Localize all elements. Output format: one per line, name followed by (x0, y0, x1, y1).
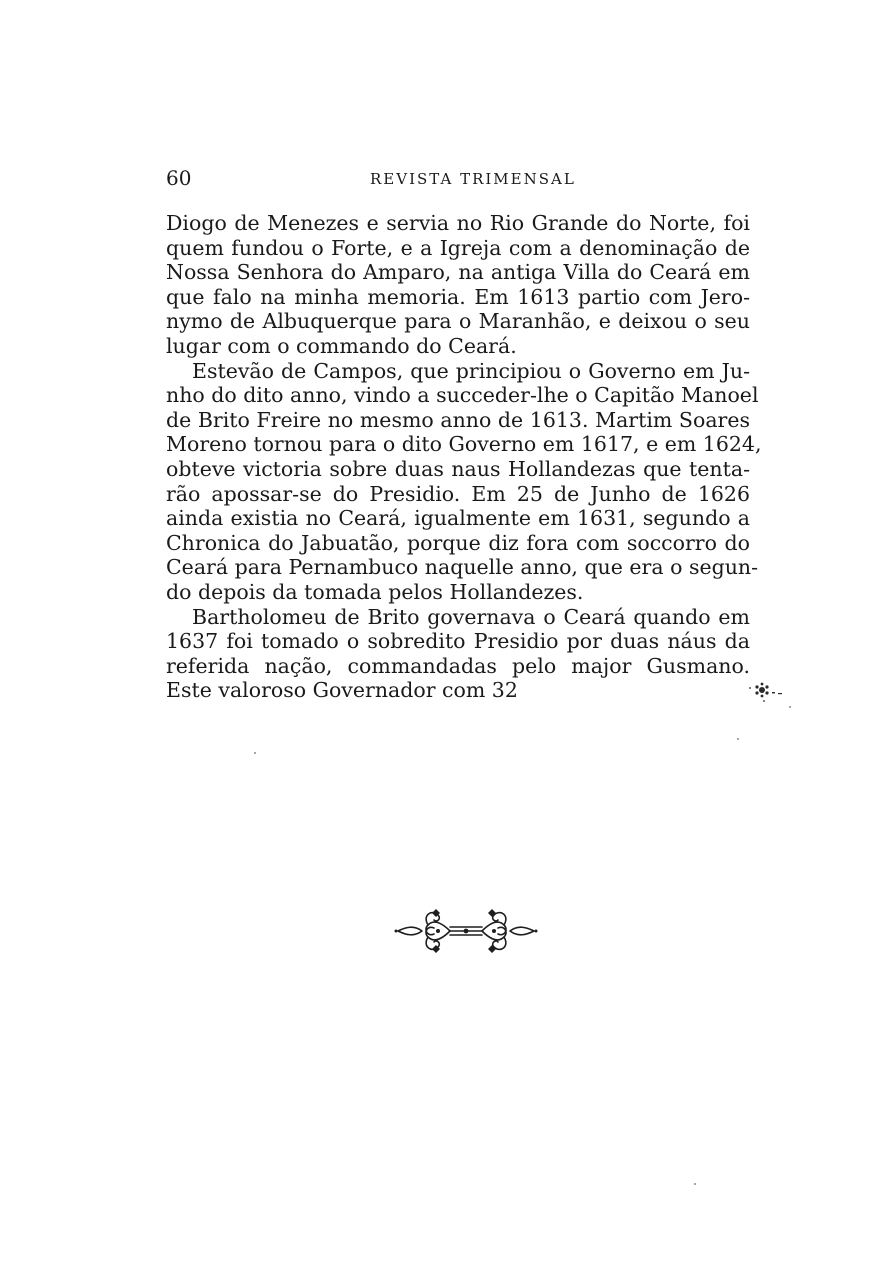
text-line: de Brito Freire no mesmo anno de 1613. Martim Soares (166, 407, 750, 432)
text-line: Chronica do Jabuatão, porque diz fora com soccorro do (166, 530, 750, 555)
text-line: ainda existia no Ceará, igualmente em 1631, segundo a (166, 506, 750, 531)
text-line: do depois da tomada pelos Hollandezes. (166, 579, 584, 604)
paragraph-start-line: Bartholomeu de Brito governava o Ceará quando em (192, 604, 750, 629)
paper-speck (737, 738, 739, 740)
paper-speck (254, 752, 256, 754)
text-line: Este valoroso Governador com 32 (166, 678, 518, 703)
text-line: nho do dito anno, vindo a succeder-lhe o Capitão Manoel (166, 383, 759, 408)
text-line: que falo na minha memoria. Em 1613 partio com Jero- (166, 284, 750, 309)
text-line: rão apossar-se do Presidio. Em 25 de Junho de 1626 (166, 481, 750, 506)
text-line: Diogo de Menezes e servia no Rio Grande do Norte, foi (166, 211, 750, 235)
text-line: lugar com o commando do Ceará. (166, 333, 517, 358)
text-line: Nossa Senhora do Amparo, na antiga Villa do Ceará em (166, 260, 750, 285)
text-line: Ceará para Pernambuco naquelle anno, que era o segun- (166, 555, 759, 580)
small-flower-ornament-icon (744, 678, 784, 704)
journal-title: REVISTA TRIMENSAL (370, 170, 576, 188)
text-line: Moreno tornou para o dito Governo em 1617, e em 1624, (166, 432, 762, 457)
text-line: obteve victoria sobre duas naus Hollandezas que tenta- (166, 456, 750, 481)
body-text (166, 211, 762, 703)
paper-speck (694, 1183, 696, 1185)
fleuron-ornament-icon (392, 905, 538, 957)
text-line: 1637 foi tomado o sobredito Presidio por duas náus da (166, 629, 750, 654)
paper-speck (789, 706, 791, 708)
text-line: nymo de Albuquerque para o Maranhão, e deixou o seu (166, 309, 750, 334)
text-line: referida nação, commandadas pelo major Gusmano. (166, 653, 750, 678)
paragraph-start-line: Estevão de Campos, que principiou o Governo em Ju- (192, 358, 750, 383)
page-number: 60 (166, 166, 192, 190)
text-line: quem fundou o Forte, e a Igreja com a denominação de (166, 235, 750, 260)
running-head (166, 166, 750, 190)
